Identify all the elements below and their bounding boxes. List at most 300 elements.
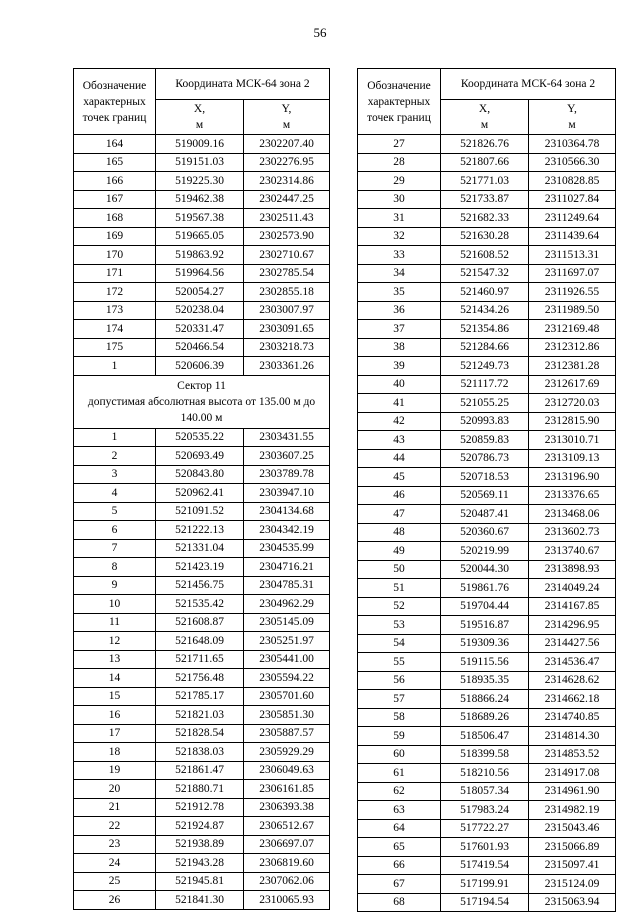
x-coordinate: 521938.89 (156, 835, 244, 854)
y-coordinate: 2315124.09 (529, 875, 616, 894)
y-coordinate: 2305441.00 (244, 650, 330, 669)
point-number: 1 (74, 428, 156, 447)
point-number: 4 (74, 484, 156, 503)
y-coordinate: 2311513.31 (529, 246, 616, 265)
x-coordinate: 520786.73 (441, 449, 529, 468)
y-coordinate: 2311249.64 (529, 209, 616, 228)
table-row (74, 264, 330, 283)
x-coordinate: 517983.24 (441, 801, 529, 820)
x-coordinate: 521756.48 (156, 669, 244, 688)
y-coordinate: 2314982.19 (529, 801, 616, 820)
x-coordinate: 521055.25 (441, 394, 529, 413)
x-coordinate: 519964.56 (156, 264, 244, 283)
y-coordinate: 2314917.08 (529, 764, 616, 783)
x-coordinate: 518210.56 (441, 764, 529, 783)
table-row (74, 817, 330, 836)
point-number: 60 (358, 745, 441, 764)
x-coordinate: 521821.03 (156, 706, 244, 725)
y-coordinate: 2311697.07 (529, 264, 616, 283)
point-number: 41 (358, 394, 441, 413)
x-coordinate: 521547.32 (441, 264, 529, 283)
table-row (74, 650, 330, 669)
table-row (358, 671, 616, 690)
point-number: 36 (358, 301, 441, 320)
point-number: 37 (358, 320, 441, 339)
y-coordinate: 2313740.67 (529, 542, 616, 561)
point-number: 8 (74, 558, 156, 577)
table-row (74, 447, 330, 466)
table-row (74, 724, 330, 743)
point-number: 63 (358, 801, 441, 820)
header-coordinate: Координата МСК-64 зона 2 (441, 69, 616, 100)
x-coordinate: 520219.99 (441, 542, 529, 561)
x-coordinate: 519462.38 (156, 190, 244, 209)
point-number: 44 (358, 449, 441, 468)
y-coordinate: 2314628.62 (529, 671, 616, 690)
coordinates-table-right (357, 68, 616, 912)
point-number: 172 (74, 283, 156, 302)
x-coordinate: 519863.92 (156, 246, 244, 265)
point-number: 59 (358, 727, 441, 746)
x-coordinate: 517419.54 (441, 856, 529, 875)
point-number: 34 (358, 264, 441, 283)
table-row (74, 172, 330, 191)
point-number: 56 (358, 671, 441, 690)
table-row (74, 539, 330, 558)
y-coordinate: 2302710.67 (244, 246, 330, 265)
y-coordinate: 2310566.30 (529, 153, 616, 172)
point-number: 33 (358, 246, 441, 265)
table-row (358, 560, 616, 579)
point-number: 26 (74, 891, 156, 910)
point-number: 10 (74, 595, 156, 614)
y-coordinate: 2312169.48 (529, 320, 616, 339)
point-number: 61 (358, 764, 441, 783)
point-number: 169 (74, 227, 156, 246)
x-coordinate: 521711.65 (156, 650, 244, 669)
point-number: 39 (358, 357, 441, 376)
point-number: 22 (74, 817, 156, 836)
table-row (358, 135, 616, 154)
x-coordinate: 521880.71 (156, 780, 244, 799)
header-coordinate: Координата МСК-64 зона 2 (156, 69, 330, 100)
table-row (358, 431, 616, 450)
y-coordinate: 2310828.85 (529, 172, 616, 191)
table-row (74, 521, 330, 540)
table-row (358, 505, 616, 524)
table-row (358, 838, 616, 857)
point-number: 27 (358, 135, 441, 154)
x-coordinate: 521331.04 (156, 539, 244, 558)
table-row (74, 595, 330, 614)
y-coordinate: 2312815.90 (529, 412, 616, 431)
y-coordinate: 2313468.06 (529, 505, 616, 524)
y-coordinate: 2306393.38 (244, 798, 330, 817)
table-row (358, 634, 616, 653)
x-coordinate: 521828.54 (156, 724, 244, 743)
x-coordinate: 521924.87 (156, 817, 244, 836)
table-row (74, 798, 330, 817)
y-coordinate: 2302511.43 (244, 209, 330, 228)
y-coordinate: 2311989.50 (529, 301, 616, 320)
x-coordinate: 521733.87 (441, 190, 529, 209)
point-number: 5 (74, 502, 156, 521)
y-coordinate: 2312312.86 (529, 338, 616, 357)
x-coordinate: 520238.04 (156, 301, 244, 320)
y-coordinate: 2314814.30 (529, 727, 616, 746)
y-coordinate: 2302276.95 (244, 153, 330, 172)
table-row (74, 153, 330, 172)
point-number: 2 (74, 447, 156, 466)
sector-caption (74, 375, 330, 428)
table-row (358, 727, 616, 746)
point-number: 14 (74, 669, 156, 688)
y-coordinate: 2314049.24 (529, 579, 616, 598)
point-number: 171 (74, 264, 156, 283)
y-coordinate: 2303431.55 (244, 428, 330, 447)
x-coordinate: 519861.76 (441, 579, 529, 598)
table-row (74, 246, 330, 265)
y-coordinate: 2304342.19 (244, 521, 330, 540)
table-row (74, 227, 330, 246)
point-number: 50 (358, 560, 441, 579)
point-number: 65 (358, 838, 441, 857)
table-row (358, 394, 616, 413)
point-number: 15 (74, 687, 156, 706)
point-number: 57 (358, 690, 441, 709)
point-number: 23 (74, 835, 156, 854)
table-row (358, 764, 616, 783)
table-row (358, 301, 616, 320)
x-coordinate: 521460.97 (441, 283, 529, 302)
y-coordinate: 2313196.90 (529, 468, 616, 487)
y-coordinate: 2304134.68 (244, 502, 330, 521)
point-number: 53 (358, 616, 441, 635)
x-coordinate: 521861.47 (156, 761, 244, 780)
point-number: 168 (74, 209, 156, 228)
x-coordinate: 519115.56 (441, 653, 529, 672)
x-coordinate: 519567.38 (156, 209, 244, 228)
coordinates-table-left (73, 68, 330, 910)
y-coordinate: 2314296.95 (529, 616, 616, 635)
x-coordinate: 521943.28 (156, 854, 244, 873)
x-coordinate: 521785.17 (156, 687, 244, 706)
y-coordinate: 2313602.73 (529, 523, 616, 542)
x-coordinate: 520843.80 (156, 465, 244, 484)
point-number: 45 (358, 468, 441, 487)
x-coordinate: 521456.75 (156, 576, 244, 595)
x-coordinate: 521249.73 (441, 357, 529, 376)
header-y: Y, м (529, 100, 616, 135)
x-coordinate: 520962.41 (156, 484, 244, 503)
x-coordinate: 520466.54 (156, 338, 244, 357)
table-row (74, 209, 330, 228)
x-coordinate: 521608.87 (156, 613, 244, 632)
table-row (74, 502, 330, 521)
table-row (74, 135, 330, 154)
x-coordinate: 517199.91 (441, 875, 529, 894)
sector-description: допустимая абсолютная высота от 135.00 м до 140.00 м (87, 395, 316, 424)
point-number: 167 (74, 190, 156, 209)
y-coordinate: 2313376.65 (529, 486, 616, 505)
table-row (74, 743, 330, 762)
x-coordinate: 521838.03 (156, 743, 244, 762)
point-number: 19 (74, 761, 156, 780)
point-number: 170 (74, 246, 156, 265)
point-number: 24 (74, 854, 156, 873)
x-coordinate: 518935.35 (441, 671, 529, 690)
point-number: 68 (358, 893, 441, 912)
table-row (74, 283, 330, 302)
point-number: 20 (74, 780, 156, 799)
point-number: 164 (74, 135, 156, 154)
table-row (358, 819, 616, 838)
left-rows-b (74, 428, 330, 909)
table-row (358, 875, 616, 894)
point-number: 40 (358, 375, 441, 394)
table-row (74, 761, 330, 780)
y-coordinate: 2303789.78 (244, 465, 330, 484)
point-number: 62 (358, 782, 441, 801)
y-coordinate: 2312720.03 (529, 394, 616, 413)
x-coordinate: 519704.44 (441, 597, 529, 616)
point-number: 35 (358, 283, 441, 302)
point-number: 38 (358, 338, 441, 357)
point-number: 58 (358, 708, 441, 727)
x-coordinate: 518689.26 (441, 708, 529, 727)
table-row (74, 632, 330, 651)
point-number: 43 (358, 431, 441, 450)
y-coordinate: 2314662.18 (529, 690, 616, 709)
x-coordinate: 521608.52 (441, 246, 529, 265)
point-number: 6 (74, 521, 156, 540)
y-coordinate: 2315066.89 (529, 838, 616, 857)
y-coordinate: 2311926.55 (529, 283, 616, 302)
table-row (358, 190, 616, 209)
table-row (358, 690, 616, 709)
x-coordinate: 518057.34 (441, 782, 529, 801)
table-row (358, 264, 616, 283)
point-number: 13 (74, 650, 156, 669)
table-row (358, 320, 616, 339)
point-number: 25 (74, 872, 156, 891)
table-row (358, 227, 616, 246)
y-coordinate: 2312381.28 (529, 357, 616, 376)
y-coordinate: 2302573.90 (244, 227, 330, 246)
x-coordinate: 518399.58 (441, 745, 529, 764)
y-coordinate: 2305251.97 (244, 632, 330, 651)
x-coordinate: 519516.87 (441, 616, 529, 635)
table-row (358, 468, 616, 487)
y-coordinate: 2304535.99 (244, 539, 330, 558)
x-coordinate: 521535.42 (156, 595, 244, 614)
point-number: 11 (74, 613, 156, 632)
header-designation: Обозначение характерных точек границ (358, 69, 441, 135)
point-number: 29 (358, 172, 441, 191)
table-row (358, 782, 616, 801)
table-row (358, 357, 616, 376)
table-row (74, 872, 330, 891)
table-row (74, 669, 330, 688)
point-number: 54 (358, 634, 441, 653)
y-coordinate: 2310065.93 (244, 891, 330, 910)
table-row (358, 486, 616, 505)
y-coordinate: 2304962.29 (244, 595, 330, 614)
y-coordinate: 2303007.97 (244, 301, 330, 320)
x-coordinate: 521682.33 (441, 209, 529, 228)
point-number: 52 (358, 597, 441, 616)
point-number: 1 (74, 357, 156, 376)
y-coordinate: 2306697.07 (244, 835, 330, 854)
x-coordinate: 520606.39 (156, 357, 244, 376)
point-number: 175 (74, 338, 156, 357)
table-row (74, 706, 330, 725)
table-row (358, 745, 616, 764)
x-coordinate: 520487.41 (441, 505, 529, 524)
right-rows (358, 135, 616, 912)
table-row (358, 616, 616, 635)
table-row (74, 484, 330, 503)
x-coordinate: 521841.30 (156, 891, 244, 910)
header-x: X, м (441, 100, 529, 135)
x-coordinate: 520569.11 (441, 486, 529, 505)
table-row (74, 780, 330, 799)
y-coordinate: 2306049.63 (244, 761, 330, 780)
y-coordinate: 2306819.60 (244, 854, 330, 873)
y-coordinate: 2315043.46 (529, 819, 616, 838)
point-number: 9 (74, 576, 156, 595)
table-row (358, 523, 616, 542)
table-row (358, 375, 616, 394)
table-row (74, 428, 330, 447)
y-coordinate: 2304716.21 (244, 558, 330, 577)
x-coordinate: 520044.30 (441, 560, 529, 579)
point-number: 17 (74, 724, 156, 743)
table-row (358, 172, 616, 191)
point-number: 51 (358, 579, 441, 598)
point-number: 18 (74, 743, 156, 762)
y-coordinate: 2314536.47 (529, 653, 616, 672)
x-coordinate: 520718.53 (441, 468, 529, 487)
table-row (74, 320, 330, 339)
y-coordinate: 2305851.30 (244, 706, 330, 725)
point-number: 28 (358, 153, 441, 172)
y-coordinate: 2315097.41 (529, 856, 616, 875)
y-coordinate: 2303607.25 (244, 447, 330, 466)
table-row (358, 412, 616, 431)
x-coordinate: 520054.27 (156, 283, 244, 302)
y-coordinate: 2302785.54 (244, 264, 330, 283)
table-row (358, 856, 616, 875)
x-coordinate: 519009.16 (156, 135, 244, 154)
y-coordinate: 2313109.13 (529, 449, 616, 468)
point-number: 47 (358, 505, 441, 524)
x-coordinate: 521945.81 (156, 872, 244, 891)
x-coordinate: 521222.13 (156, 521, 244, 540)
point-number: 165 (74, 153, 156, 172)
table-row (358, 579, 616, 598)
point-number: 3 (74, 465, 156, 484)
x-coordinate: 521423.19 (156, 558, 244, 577)
y-coordinate: 2310364.78 (529, 135, 616, 154)
table-row (74, 301, 330, 320)
table-row (74, 613, 330, 632)
y-coordinate: 2312617.69 (529, 375, 616, 394)
y-coordinate: 2305701.60 (244, 687, 330, 706)
table-row (358, 708, 616, 727)
x-coordinate: 519225.30 (156, 172, 244, 191)
point-number: 55 (358, 653, 441, 672)
point-number: 64 (358, 819, 441, 838)
y-coordinate: 2311439.64 (529, 227, 616, 246)
point-number: 166 (74, 172, 156, 191)
y-coordinate: 2305145.09 (244, 613, 330, 632)
x-coordinate: 520535.22 (156, 428, 244, 447)
table-row (358, 542, 616, 561)
table-row (358, 801, 616, 820)
x-coordinate: 519665.05 (156, 227, 244, 246)
x-coordinate: 519151.03 (156, 153, 244, 172)
point-number: 7 (74, 539, 156, 558)
table-row (358, 246, 616, 265)
y-coordinate: 2314427.56 (529, 634, 616, 653)
x-coordinate: 521912.78 (156, 798, 244, 817)
y-coordinate: 2304785.31 (244, 576, 330, 595)
y-coordinate: 2314740.85 (529, 708, 616, 727)
table-row (358, 338, 616, 357)
x-coordinate: 519309.36 (441, 634, 529, 653)
y-coordinate: 2313898.93 (529, 560, 616, 579)
table-row (74, 338, 330, 357)
table-row (358, 449, 616, 468)
point-number: 32 (358, 227, 441, 246)
x-coordinate: 517194.54 (441, 893, 529, 912)
header-x: X, м (156, 100, 244, 135)
table-row (74, 357, 330, 376)
x-coordinate: 521284.66 (441, 338, 529, 357)
sector-title: Сектор 11 (177, 379, 226, 392)
x-coordinate: 520859.83 (441, 431, 529, 450)
y-coordinate: 2303218.73 (244, 338, 330, 357)
x-coordinate: 518506.47 (441, 727, 529, 746)
y-coordinate: 2305594.22 (244, 669, 330, 688)
table-row (74, 835, 330, 854)
y-coordinate: 2305929.29 (244, 743, 330, 762)
x-coordinate: 521117.72 (441, 375, 529, 394)
point-number: 16 (74, 706, 156, 725)
header-y: Y, м (244, 100, 330, 135)
table-row (74, 465, 330, 484)
y-coordinate: 2302207.40 (244, 135, 330, 154)
x-coordinate: 521826.76 (441, 135, 529, 154)
y-coordinate: 2302314.86 (244, 172, 330, 191)
x-coordinate: 521771.03 (441, 172, 529, 191)
y-coordinate: 2302447.25 (244, 190, 330, 209)
y-coordinate: 2303947.10 (244, 484, 330, 503)
point-number: 31 (358, 209, 441, 228)
table-row (74, 891, 330, 910)
y-coordinate: 2315063.94 (529, 893, 616, 912)
x-coordinate: 521648.09 (156, 632, 244, 651)
y-coordinate: 2313010.71 (529, 431, 616, 450)
point-number: 49 (358, 542, 441, 561)
point-number: 67 (358, 875, 441, 894)
point-number: 173 (74, 301, 156, 320)
y-coordinate: 2311027.84 (529, 190, 616, 209)
point-number: 21 (74, 798, 156, 817)
y-coordinate: 2306512.67 (244, 817, 330, 836)
x-coordinate: 520331.47 (156, 320, 244, 339)
